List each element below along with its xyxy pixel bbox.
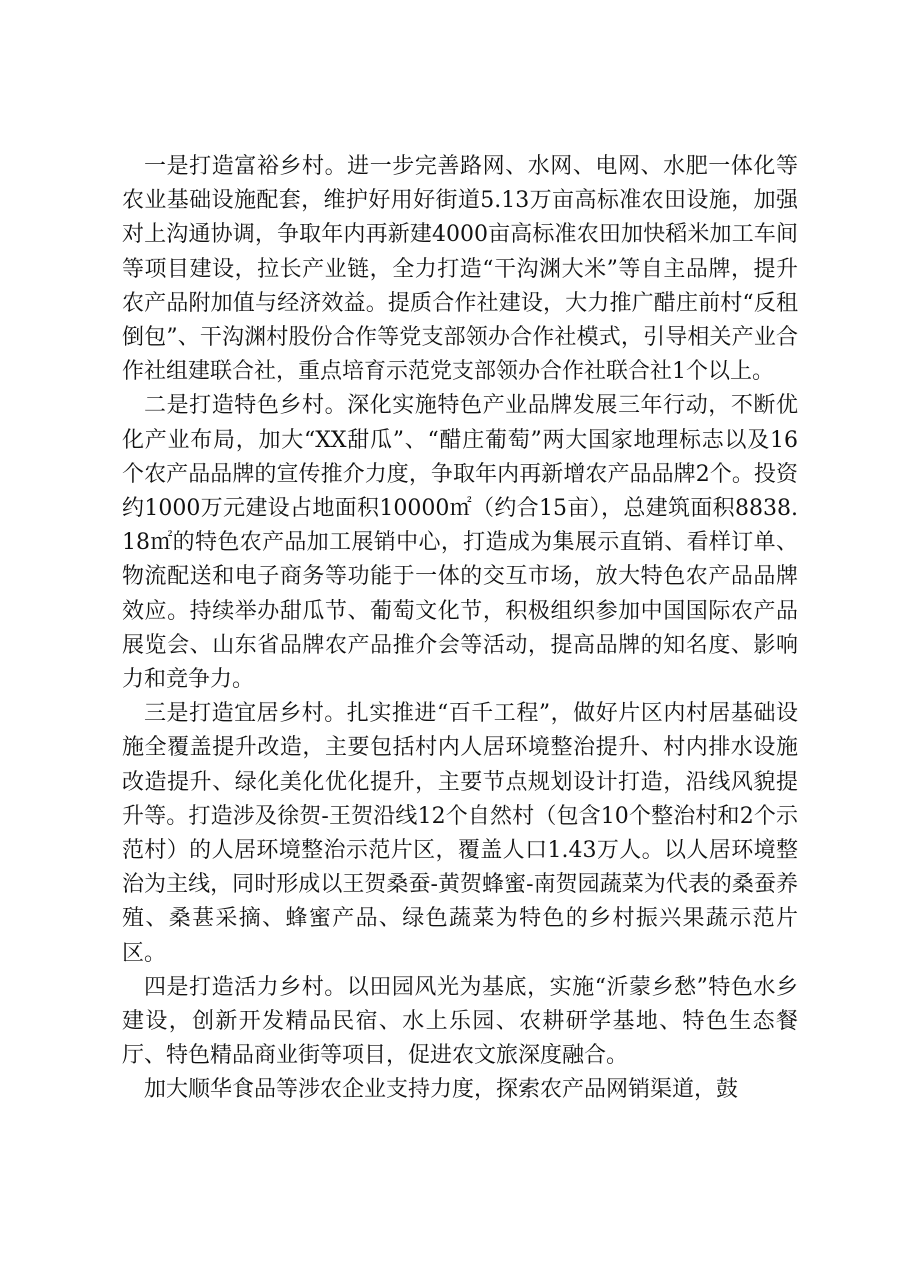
paragraph-characteristic-village: 二是打造特色乡村。深化实施特色产业品牌发展三年行动，不断优化产业布局，加大“XX甜瓜”、“醋庄葡萄”两大国家地理标志以及16个农产品品牌的宣传推介力度，争取年内再新增农产品品牌2个。投资约1000万元建设占地面积10000㎡（约合15亩），总建筑面积8838.18㎡的特色农产品加工展销中心，打造成为集展示直销、看样订单、物流配送和电子商务等功能于一体的交互市场，放大特色农产品品牌效应。持续举办甜瓜节、葡萄文化节，积极组织参加中国国际农产品展览会、山东省品牌农产品推介会等活动，提高品牌的知名度、影响力和竞争力。 bbox=[122, 393, 798, 693]
paragraph-vibrant-village: 四是打造活力乡村。以田园风光为基底，实施“沂蒙乡愁”特色水乡建设，创新开发精品民宿、水上乐园、农耕研学基地、特色生态餐厅、特色精品商业街等项目，促进农文旅深度融合。 bbox=[122, 974, 798, 1069]
paragraph-enterprise-support: 加大顺华食品等涉农企业支持力度，探索农产品网销渠道，鼓 bbox=[144, 1077, 739, 1103]
paragraph-livable-village: 三是打造宜居乡村。扎实推进“百千工程”，做好片区内村居基础设施全覆盖提升改造，主要包括村内人居环境整治提升、村内排水设施改造提升、绿化美化优化提升，主要节点规划设计打造，沿线风貌提升等。打造涉及徐贺-王贺沿线12个自然村（包含10个整治村和2个示范村）的人居环境整治示范片区，覆盖人口1.43万人。以人居环境整治为主线，同时形成以王贺桑蚕-黄贺蜂蜜-南贺园蔬菜为代表的桑蚕养殖、桑葚采摘、蜂蜜产品、绿色蔬菜为特色的乡村振兴果蔬示范片区。 bbox=[122, 701, 798, 966]
paragraph-prosperous-village: 一是打造富裕乡村。进一步完善路网、水网、电网、水肥一体化等农业基础设施配套，维护好用好街道5.13万亩高标准农田设施，加强对上沟通协调，争取年内再新建4000亩高标准农田加快稻米加工车间等项目建设，拉长产业链，全力打造“干沟渊大米”等自主品牌，提升农产品附加值与经济效益。提质合作社建设，大力推广醋庄前村“反租倒包”、干沟渊村股份合作等党支部领办合作社模式，引导相关产业合作社组建联合社，重点培育示范党支部领办合作社联合社1个以上。 bbox=[122, 154, 798, 385]
document-body bbox=[122, 150, 798, 1108]
